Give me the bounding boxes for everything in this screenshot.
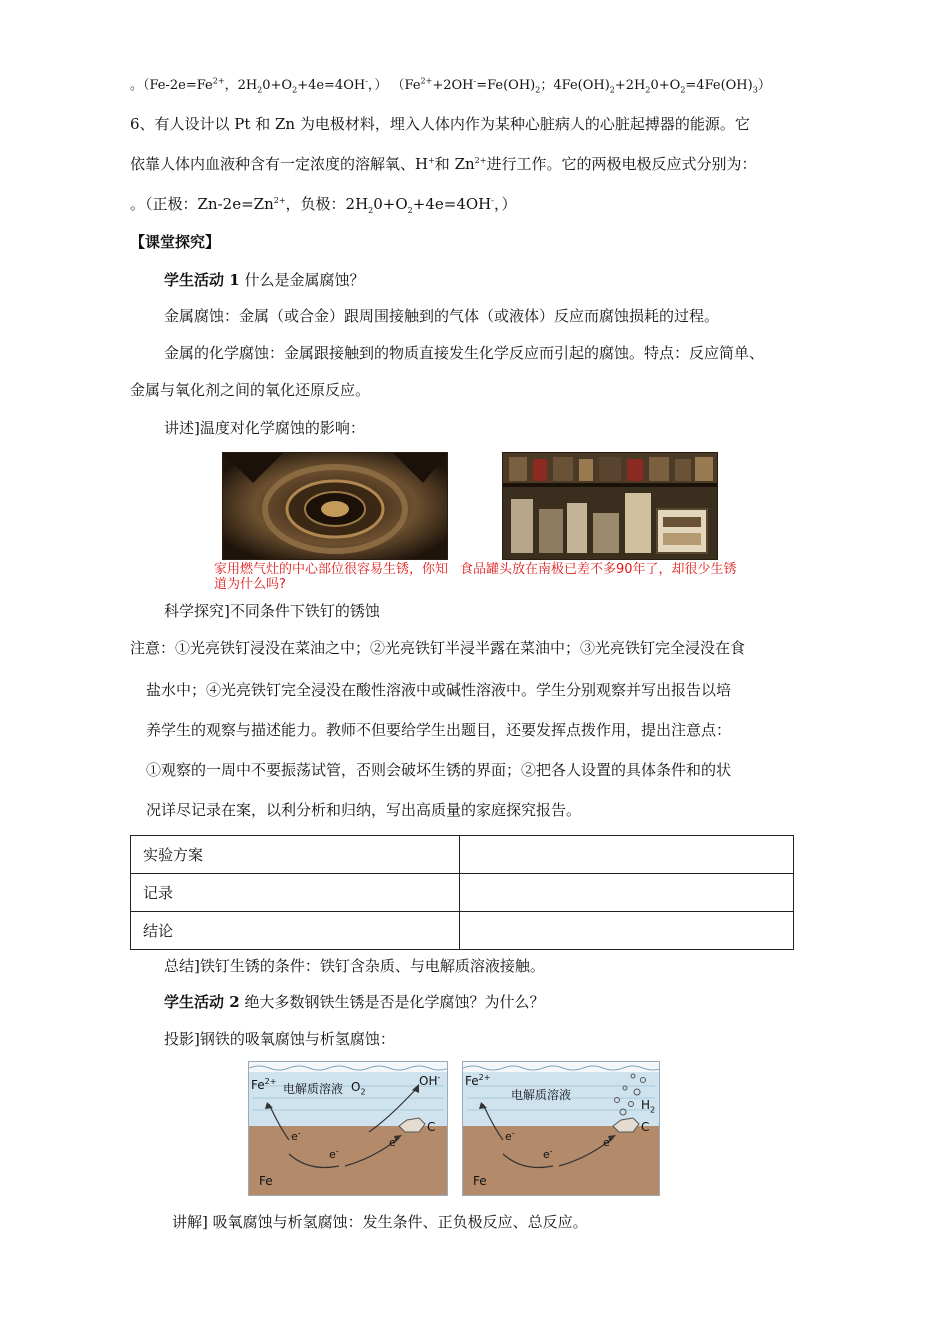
electron-label: e- xyxy=(329,1146,339,1161)
electrolyte-label: 电解质溶液 xyxy=(283,1082,344,1096)
table-row xyxy=(131,836,794,874)
food-cans-photo xyxy=(502,452,718,560)
student-activity-2: 学生活动 2 绝大多数钢铁生锈是否是化学腐蚀？为什么？ xyxy=(164,993,545,1011)
experiment-record-table xyxy=(130,835,794,950)
oxygen-corrosion-diagram xyxy=(248,1061,448,1196)
question-6-line-1: 6、有人设计以 Pt 和 Zn 为电极材料，埋入人体内作为某种心脏病人的心脏起搏器的能源。它 xyxy=(130,115,750,133)
note-line-4: ①观察的一周中不要振荡试管，否则会破坏生锈的界面；②把各人设置的具体条件和的状 xyxy=(146,761,732,779)
definition-chemical-corrosion-cont: 金属与氧化剂之间的氧化还原反应。 xyxy=(130,381,371,399)
o2-label: $O_2$ xyxy=(351,1080,366,1097)
table-row xyxy=(131,874,794,912)
lecture-temperature: 讲述]温度对化学腐蚀的影响： xyxy=(164,419,365,437)
explanation-line: 讲解] 吸氧腐蚀与析氢腐蚀：发生条件、正负极反应、总反应。 xyxy=(172,1213,588,1231)
fe-ion-label: $Fe^{2+}$ xyxy=(251,1077,277,1092)
note-line-1: 注意：①光亮铁钉浸没在菜油之中；②光亮铁钉半浸半露在菜油中；③光亮铁钉完全浸没在食 xyxy=(130,639,746,657)
gas-stove-photo xyxy=(222,452,448,560)
electron-label: e- xyxy=(291,1128,301,1143)
note-line-5: 况详尽记录在案，以利分析和归纳，写出高质量的家庭探究报告。 xyxy=(146,801,582,819)
student-activity-1: 学生活动 1 什么是金属腐蚀？ xyxy=(164,271,365,289)
electron-label: e- xyxy=(505,1128,515,1143)
table-cell-empty[interactable] xyxy=(460,912,794,950)
definition-chemical-corrosion: 金属的化学腐蚀：金属跟接触到的物质直接发生化学反应而引起的腐蚀。特点：反应简单、 xyxy=(164,344,765,362)
fe-ion-label: $Fe^{2+}$ xyxy=(465,1073,491,1088)
iron-label: Fe xyxy=(473,1174,487,1188)
oxygen-corrosion-illustration xyxy=(249,1062,447,1195)
note-line-3: 养学生的观察与描述能力。教师不但要给学生出题目，还要发挥点拨作用，提出注意点： xyxy=(146,721,732,739)
gas-stove-illustration xyxy=(223,453,447,559)
hydrogen-corrosion-diagram xyxy=(462,1061,660,1196)
table-cell-label: 实验方案 xyxy=(131,836,460,874)
question-6-line-2: 依靠人体内血液种含有一定浓度的溶解氧、H+和 $Zn^{2+}$进行工作。它的两极电极反应式分别为： xyxy=(130,155,757,173)
h2-label: $H_2$ xyxy=(641,1098,656,1115)
table-cell-label: 结论 xyxy=(131,912,460,950)
electrolyte-label: 电解质溶液 xyxy=(511,1088,572,1102)
note-line-2: 盐水中；④光亮铁钉完全浸没在酸性溶液中或碱性溶液中。学生分别观察并写出报告以培 xyxy=(146,681,732,699)
table-cell-empty[interactable] xyxy=(460,874,794,912)
electron-label: e- xyxy=(603,1134,613,1149)
definition-corrosion: 金属腐蚀：金属（或合金）跟周围接触到的气体（或液体）反应而腐蚀损耗的过程。 xyxy=(164,307,720,325)
stove-caption: 家用燃气灶的中心部位很容易生锈，你知道为什么吗? xyxy=(214,562,449,592)
equation-line-1: 。（$Fe-2e=Fe^{2+}$，$2H_20+O_2+4e=4OH^-$，） （$Fe^{2+}+2OH^-=Fe(OH)_2$；$4Fe(OH)_2+2H_20+O_2=4Fe(OH)_3$） xyxy=(130,76,771,95)
question-6-answer: 。（正极：$Zn-2e=Zn^{2+}$，负极：$2H_20+O_2+4e=4OH^-$，） xyxy=(130,195,517,215)
oh-label: OH- xyxy=(419,1073,441,1088)
hydrogen-corrosion-illustration xyxy=(463,1062,659,1195)
projection-line: 投影]钢铁的吸氧腐蚀与析氢腐蚀： xyxy=(164,1030,395,1048)
science-inquiry: 科学探究]不同条件下铁钉的锈蚀 xyxy=(164,602,380,620)
carbon-label: C xyxy=(427,1120,436,1134)
electron-label: e- xyxy=(389,1134,399,1149)
table-cell-label: 记录 xyxy=(131,874,460,912)
electron-label: e- xyxy=(543,1146,553,1161)
cans-caption: 食品罐头放在南极已差不多90年了，却很少生锈 xyxy=(460,562,737,577)
section-heading: 【课堂探究】 xyxy=(130,233,221,251)
carbon-label: C xyxy=(641,1120,650,1134)
iron-label: Fe xyxy=(259,1174,273,1188)
table-row xyxy=(131,912,794,950)
table-cell-empty[interactable] xyxy=(460,836,794,874)
summary-line: 总结]铁钉生锈的条件：铁钉含杂质、与电解质溶液接触。 xyxy=(164,957,545,975)
food-cans-illustration xyxy=(503,453,717,559)
